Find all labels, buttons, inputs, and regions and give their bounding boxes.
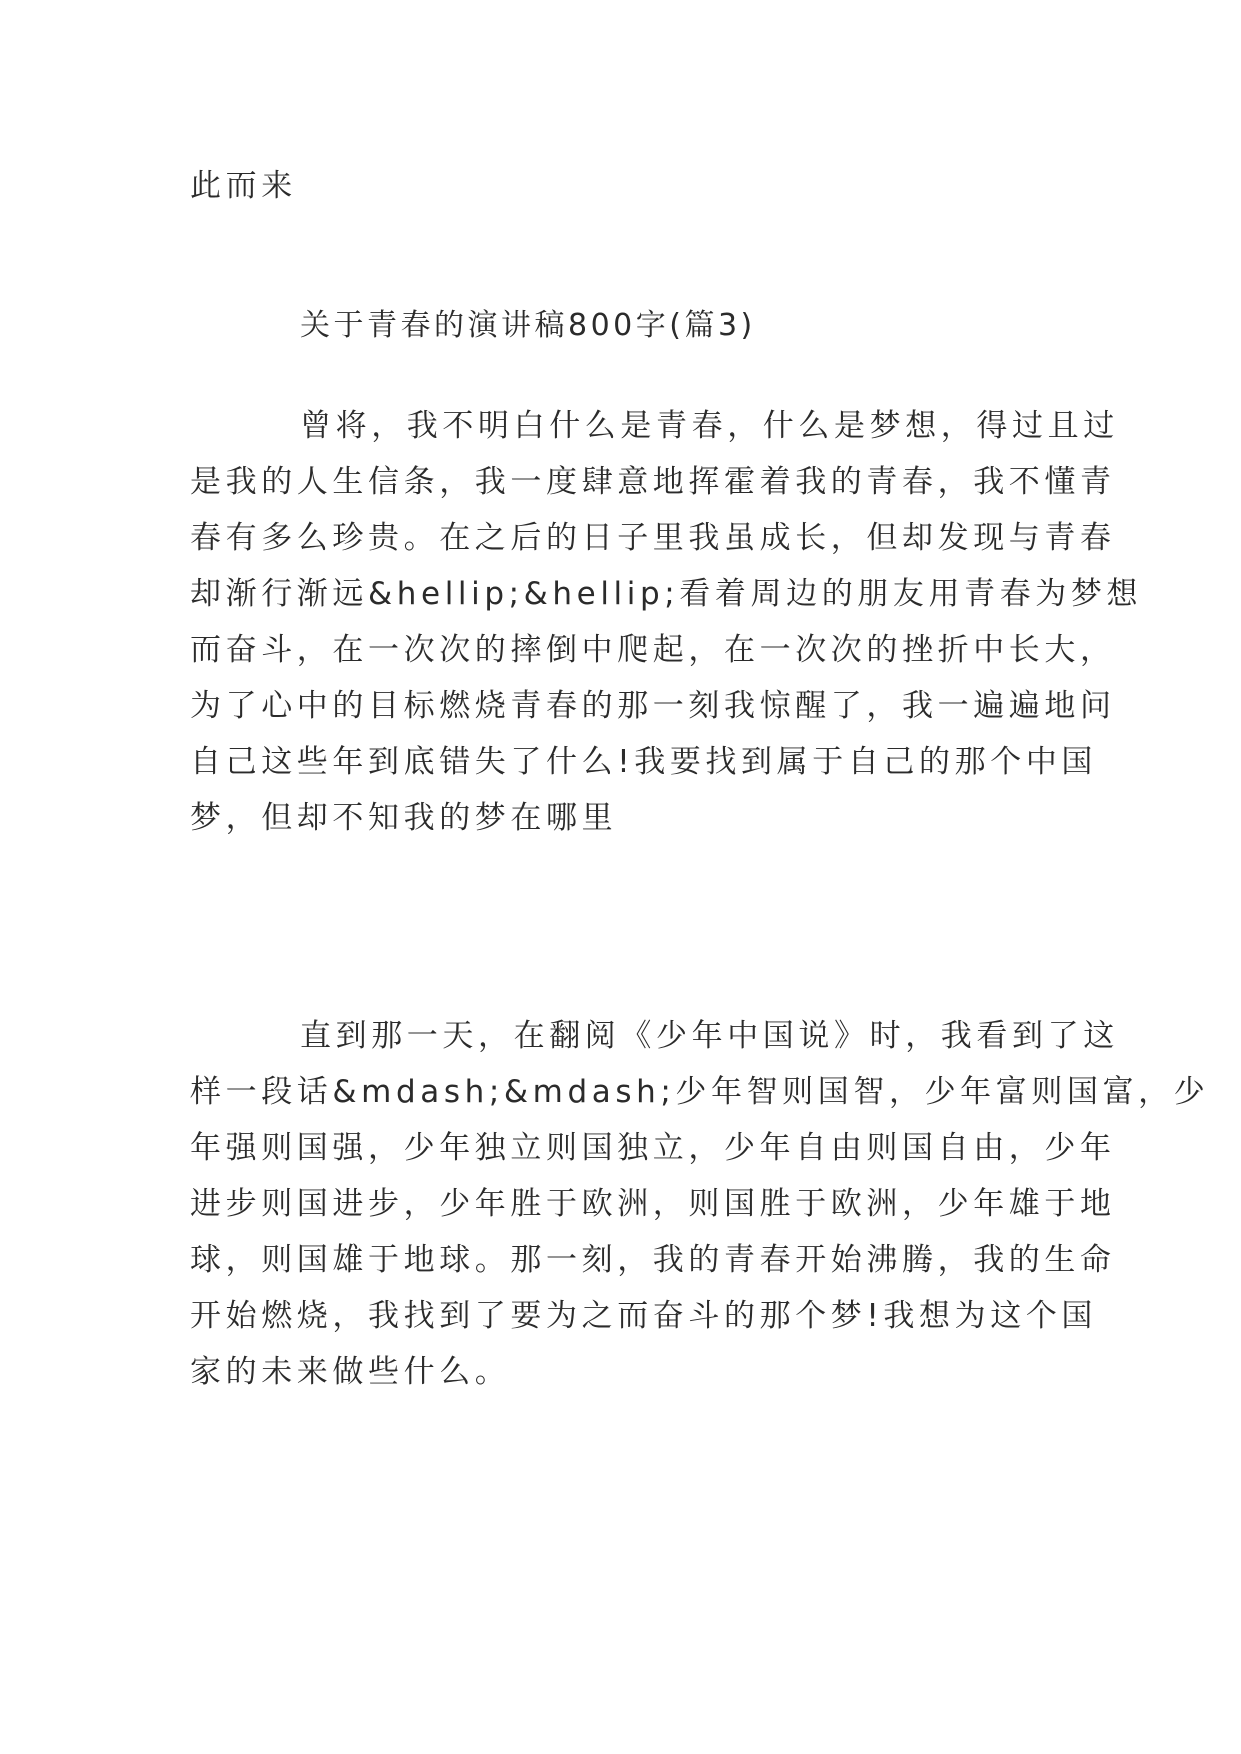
paragraph-line: 自己这些年到底错失了什么!我要找到属于自己的那个中国 (190, 744, 1098, 780)
paragraph-line: 家的未来做些什么。 (190, 1354, 511, 1390)
paragraph-line: 样一段话&mdash;&mdash;少年智则国智，少年富则国富，少 (190, 1074, 1210, 1110)
paragraph-line: 开始燃烧，我找到了要为之而奋斗的那个梦!我想为这个国 (190, 1298, 1098, 1334)
top-fragment: 此而来 (190, 168, 297, 204)
paragraph-line: 春有多么珍贵。在之后的日子里我虽成长，但却发现与青春 (190, 520, 1116, 556)
paragraph-line: 梦，但却不知我的梦在哪里 (190, 800, 618, 836)
paragraph-line: 直到那一天，在翻阅《少年中国说》时，我看到了这 (300, 1018, 1119, 1054)
paragraph-line: 为了心中的目标燃烧青春的那一刻我惊醒了，我一遍遍地问 (190, 688, 1116, 724)
paragraph-line: 曾将，我不明白什么是青春，什么是梦想，得过且过 (300, 408, 1119, 444)
paragraph-line: 年强则国强，少年独立则国独立，少年自由则国自由，少年 (190, 1130, 1116, 1166)
section-heading: 关于青春的演讲稿800字(篇3) (300, 308, 756, 343)
paragraph-line: 是我的人生信条，我一度肆意地挥霍着我的青春，我不懂青 (190, 464, 1116, 500)
paragraph-line: 进步则国进步，少年胜于欧洲，则国胜于欧洲，少年雄于地 (190, 1186, 1116, 1222)
paragraph-line: 球，则国雄于地球。那一刻，我的青春开始沸腾，我的生命 (190, 1242, 1116, 1278)
paragraph-line: 而奋斗，在一次次的摔倒中爬起，在一次次的挫折中长大， (190, 632, 1116, 668)
paragraph-line: 却渐行渐远&hellip;&hellip;看着周边的朋友用青春为梦想 (190, 576, 1143, 612)
